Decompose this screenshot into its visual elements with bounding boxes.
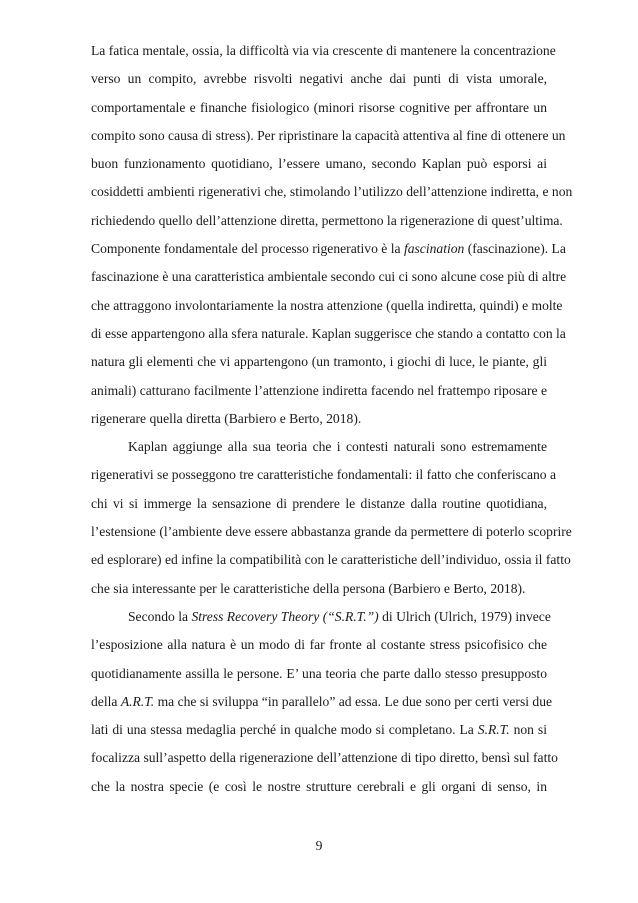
text-line [91,405,547,433]
text-line [91,320,566,348]
text-span: l’estensione (l’ambiente deve essere abbastanza grande da permettere di poterlo scoprire [91,524,572,540]
text-span: ma che si sviluppa “in parallelo” ad essa. Le due sono per certi versi due [154,693,553,709]
text-line [91,122,566,150]
italic-term: S.R.T. [477,722,510,738]
text-span: lati di una stessa medaglia perché in qualche modo si completano. La [91,722,474,738]
text-span: di esse appartengono alla sfera naturale. Kaplan suggerisce che stando a contatto con la [91,325,566,341]
text-line [91,207,563,235]
text-line [91,65,547,93]
text-line [91,37,556,65]
text-span: Componente fondamentale del processo rigenerativo è la [91,241,401,257]
text-line [91,178,573,206]
text-line [91,546,571,574]
text-line [91,94,547,122]
text-span: verso un compito, avrebbe risvolti negativi anche dai punti di vista umorale, [91,71,547,87]
text-line [91,688,553,716]
text-line [91,773,547,801]
text-span: l’esposizione alla natura è un modo di far fronte al costante stress psicofisico che [91,637,547,653]
text-line [91,490,547,518]
text-span: ed esplorare) ed infine la compatibilità con le caratteristiche dell’individuo, ossia il fatto [91,552,571,568]
text-line [91,263,567,291]
italic-term: A.R.T. [120,693,155,709]
text-span: Secondo la [128,608,189,624]
text-line [91,348,547,376]
text-span: cosiddetti ambienti rigenerativi che, stimolando l’utilizzo dell’attenzione indiretta, e non [91,184,573,200]
text-line [91,603,551,631]
text-span: che sia interessante per le caratteristiche della persona (Barbiero e Berto, 2018). [91,580,526,596]
text-line [91,716,547,744]
text-line [91,744,558,772]
text-line [91,377,547,405]
text-span: compito sono causa di stress). Per ripristinare la capacità attentiva al fine di ottenere un [91,127,566,143]
text-line [91,150,547,178]
italic-term: fascination [403,241,465,257]
text-line [91,292,563,320]
text-line [91,631,547,659]
text-span: comportamentale e finanche fisiologico (minori risorse cognitive per affrontare un [91,99,547,115]
body-text [91,37,573,801]
text-line [91,518,572,546]
text-span: La fatica mentale, ossia, la difficoltà via via crescente di mantenere la concentrazione [91,43,556,58]
text-span: animali) catturano facilmente l’attenzione indiretta facendo nel frattempo riposare e [91,382,547,398]
page-number: 9 [315,838,323,853]
text-line [91,433,547,461]
text-span: della [91,693,118,709]
text-span: non si [509,722,547,738]
text-span: che la nostra specie (e così le nostre strutture cerebrali e gli organi di senso, in [91,778,547,794]
text-span: chi vi si immerge la sensazione di prendere le distanze dalla routine quotidiana, [91,495,547,511]
text-line [91,235,566,263]
text-span: focalizza sull’aspetto della rigenerazione dell’attenzione di tipo diretto, bensì sul fatto [91,750,558,766]
text-span: buon funzionamento quotidiano, l’essere umano, secondo Kaplan può esporsi ai [91,156,547,172]
text-span: di Ulrich (Ulrich, 1979) invece [378,608,551,624]
text-span: Kaplan aggiunge alla sua teoria che i contesti naturali sono estremamente [128,439,547,455]
text-span: natura gli elementi che vi appartengono (un tramonto, i giochi di luce, le piante, gli [91,354,547,370]
text-span: richiedendo quello dell’attenzione diretta, permettono la rigenerazione di quest’ultima. [91,212,563,228]
text-line [91,660,547,688]
italic-term: Stress Recovery Theory [191,608,320,624]
text-span: quotidianamente assilla le persone. E’ una teoria che parte dallo stesso presupposto [91,665,547,681]
text-span: che attraggono involontariamente la nostra attenzione (quella indiretta, quindi) e molte [91,297,563,313]
italic-term: (“S.R.T.”) [322,608,379,624]
text-span: fascinazione è una caratteristica ambientale secondo cui ci sono alcune cose più di altre [91,269,567,285]
text-span: rigenerativi se posseggono tre caratteristiche fondamentali: il fatto che conferiscano a [91,467,557,483]
text-line [91,575,547,603]
text-line [91,461,557,489]
text-span: (fascinazione). La [464,241,566,257]
text-span: rigenerare quella diretta (Barbiero e Berto, 2018). [91,410,362,426]
